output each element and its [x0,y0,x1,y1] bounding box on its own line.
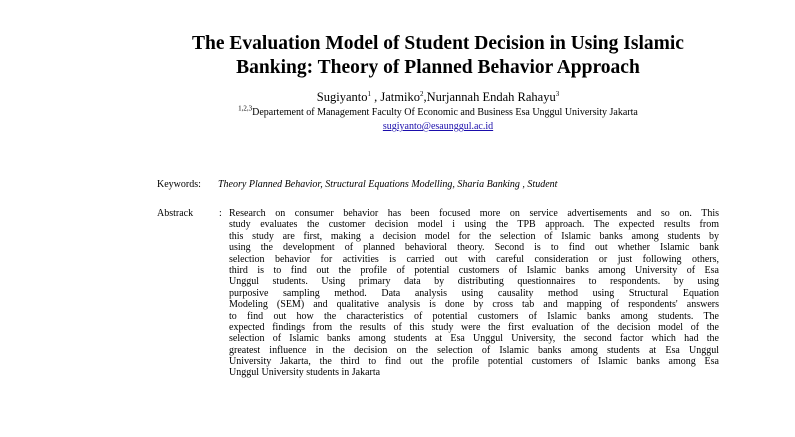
email-link[interactable]: sugiyanto@esaunggul.ac.id [382,121,494,132]
paper-title [100,32,776,80]
abstract-line: Modeling (SEM) and qualitative analysis is done by cross tab and mapping of respondents' answers [229,299,719,311]
keywords-text: Theory Planned Behavior, Structural Equations Modelling, Sharia Banking , Student [218,179,558,190]
abstract-line: purposive sampling method. Data analysis using causality method using Structural Equation [229,287,719,299]
keywords [157,179,557,191]
abstract-line: Unggul students. Using primary data by distributing questionnaires to respondents. by using [229,276,719,288]
author-name: Jatmiko [380,90,420,104]
abstract-line: using the development of planned behavioral theory. Second is to find out whether Islamic bank [229,242,719,254]
abstract-line: selection of Islamic banks among students at Esa Unggul University, the second factor which had the [229,333,719,345]
abstract-body [229,208,719,379]
abstract-line: this study are first, making a decision model for the selection of Islamic banks among students by [229,230,719,242]
abstract-line: expected findings from the results of this study were the first evaluation of the decision model of the [229,321,719,333]
abstract-line: greatest influence in the decision on the selection of Islamic banks among students at Esa Unggul [229,344,719,356]
author-email [100,121,776,133]
abstract-line: Research on consumer behavior has been focused more on service advertisements and so on. This [229,208,719,219]
affiliation-text: Departement of Management Faculty Of Economic and Business Esa Unggul University Jakarta [252,107,638,118]
abstract-line: study evaluates the customer decision model i using the TPB approach. The expected results from [229,219,719,231]
abstract-line: third is to find out the profile of potential customers of Islamic banks among University of Esa [229,264,719,276]
abstract-label: Abstrack [157,208,194,219]
abstract-line: selection behavior for activities is carried out with careful consideration or just following others, [229,253,719,265]
title-line-1: The Evaluation Model of Student Decision in Using Islamic [192,33,684,54]
title-line-2: Banking: Theory of Planned Behavior Approach [236,57,640,78]
author-name: Sugiyanto [316,90,368,104]
affiliation [100,104,776,119]
author-name: Nurjannah Endah Rahayu [426,90,556,104]
affiliation-superscript: 1,2,3 [238,104,253,113]
author-superscript: 2 [419,89,424,98]
abstract-line: to find out how the characteristics of potential customers of Islamic banks among students. The [229,310,719,322]
author-superscript: 1 [367,89,371,98]
abstract-line: University Jakarta, the third to find out the profile potential customers of Islamic banks among Esa [229,356,719,368]
author-list [100,90,776,105]
abstract-colon: : [219,208,222,219]
author-separator: , [423,90,427,104]
author-separator: , [370,90,381,104]
keywords-label: Keywords: [157,179,201,190]
abstract-line: Unggul University students in Jakarta [229,367,381,379]
author-superscript: 3 [555,89,560,98]
